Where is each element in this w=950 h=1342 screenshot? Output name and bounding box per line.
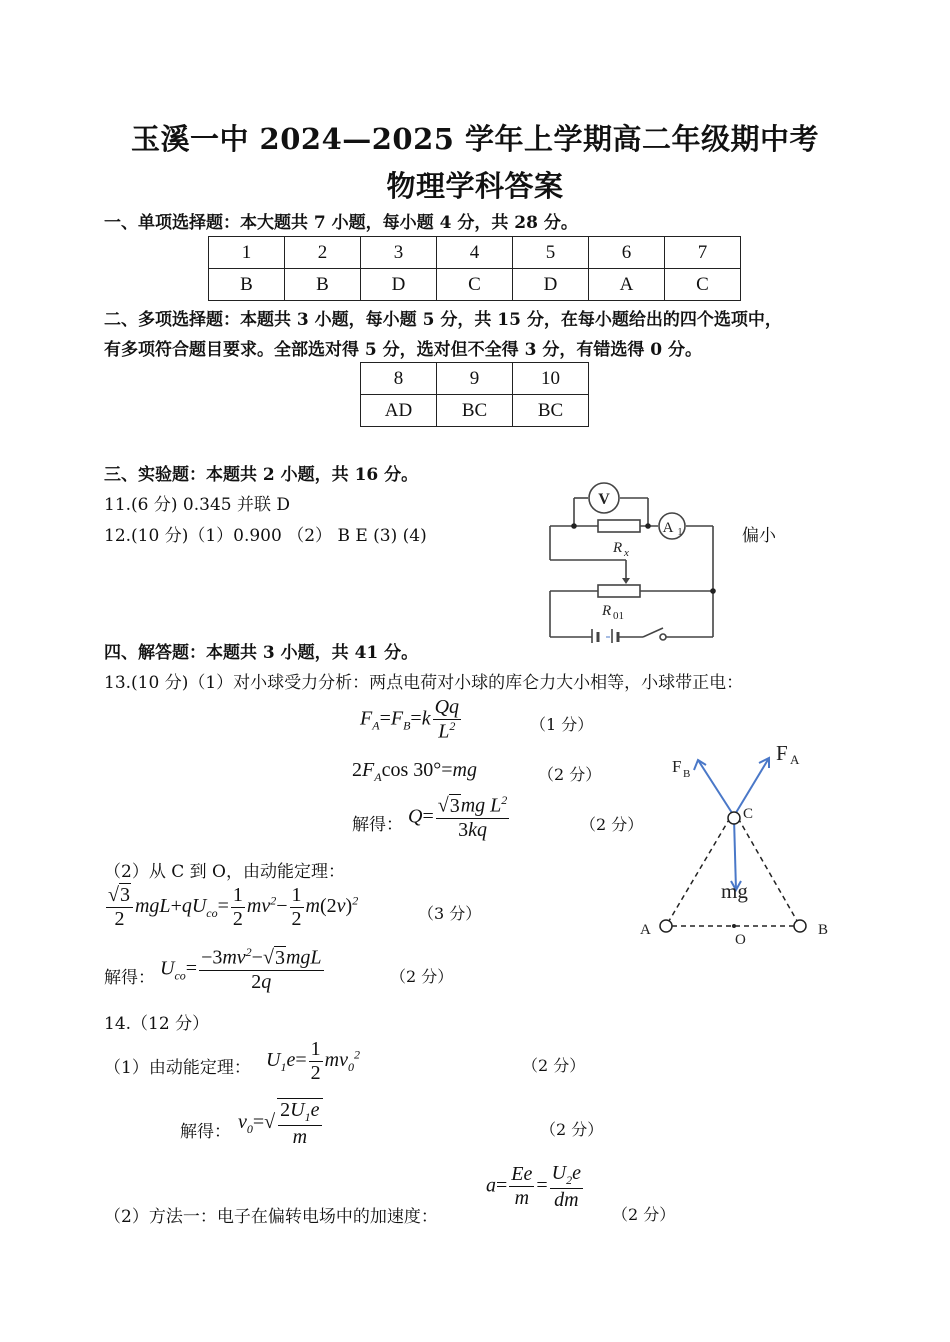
q13-points-3: （2 分） <box>580 815 644 834</box>
table-cell: D <box>361 269 437 301</box>
section2-table <box>360 362 589 427</box>
q12-tail: 偏小 <box>742 526 776 546</box>
q13-points-5: （2 分） <box>390 967 454 986</box>
q13-points-1: （1 分） <box>530 715 594 734</box>
fa-sub: A <box>790 752 800 767</box>
point-o-icon <box>732 924 736 928</box>
q14-part2: （2）方法一：电子在偏转电场中的加速度： <box>104 1207 438 1227</box>
table-cell: 4 <box>437 237 513 269</box>
q13-equation-4: $\frac{√3}{2}$ $mgL+qU_{co}=$ $\frac{1}{2}$ $mv^2-$ $\frac{1}{2}$ $m(2v)^2$ <box>108 884 359 930</box>
table-cell: 10 <box>513 363 589 395</box>
charge-c-icon <box>728 812 740 824</box>
q14-points-3: （2 分） <box>612 1205 676 1224</box>
circuit-diagram <box>540 478 725 643</box>
table-cell: B <box>209 269 285 301</box>
q12-answer: 12.(10 分)（1）0.900 （2） B E (3) (4) <box>104 526 427 546</box>
charge-b-icon <box>794 920 806 932</box>
section2-heading-line2: 有多项符合题目要求。全部选对得 5 分，选对但不全得 3 分，有错选得 0 分。 <box>104 340 702 360</box>
switch-icon <box>643 628 666 640</box>
ammeter-sub: 1 <box>677 527 683 538</box>
table-cell: 3 <box>361 237 437 269</box>
ammeter-icon <box>659 513 685 539</box>
table-row <box>361 395 589 427</box>
a-label: A <box>640 922 651 938</box>
rheostat-sub: 01 <box>613 610 624 622</box>
table-cell: 5 <box>513 237 589 269</box>
table-row <box>209 237 741 269</box>
voltmeter-icon <box>589 483 619 513</box>
q13-points-4: （3 分） <box>418 904 482 923</box>
section3-heading: 三、实验题：本题共 2 小题，共 16 分。 <box>104 465 419 485</box>
q13-solve2-label: 解得： <box>104 968 155 988</box>
section2-heading-line1: 二、多项选择题：本题共 3 小题，每小题 5 分，共 15 分，在每小题给出的四个选项中， <box>104 310 782 330</box>
junction-dots-icon <box>571 523 716 594</box>
section4-heading: 四、解答题：本题共 3 小题，共 41 分。 <box>104 643 419 663</box>
voltmeter-label: V <box>598 491 610 508</box>
table-cell: B <box>285 269 361 301</box>
table-cell: 6 <box>589 237 665 269</box>
page-subtitle: 物理学科答案 <box>386 169 564 203</box>
q13-equation-3: Q= $\frac{√3mg L^2}{3kq}$ <box>408 793 508 841</box>
force-diagram <box>628 730 848 950</box>
ammeter-label: A <box>662 520 674 536</box>
q14-heading: 14.（12 分） <box>104 1014 210 1034</box>
table-cell: 1 <box>209 237 285 269</box>
page-title: 玉溪一中 2024—2025 学年上学期高二年级期中考 <box>130 122 820 156</box>
o-label: O <box>735 932 746 948</box>
table-cell: C <box>437 269 513 301</box>
table-cell: C <box>665 269 741 301</box>
q14-solve-label: 解得： <box>180 1122 231 1142</box>
table-cell: BC <box>437 395 513 427</box>
q13-solve-label: 解得： <box>352 815 403 835</box>
fb-label: F <box>672 757 682 776</box>
q13-equation-1: $F_A=F_B=k$ $\frac{Qq}{L^2}$ <box>360 696 460 743</box>
charge-a-icon <box>660 920 672 932</box>
q14-equation-3: a= $\frac{Ee}{m}$ = $\frac{U_2e}{dm}$ <box>486 1162 581 1211</box>
c-label: C <box>743 806 754 822</box>
table-cell: 7 <box>665 237 741 269</box>
table-cell: 2 <box>285 237 361 269</box>
rheostat-icon <box>598 578 640 622</box>
mg-label: mg <box>721 879 748 903</box>
q11-answer: 11.(6 分) 0.345 并联 D <box>104 495 291 515</box>
q14-part1: （1）由动能定理： <box>104 1058 251 1078</box>
resistor-rx-label: R <box>613 540 623 556</box>
section1-heading: 一、单项选择题：本大题共 7 小题，每小题 4 分，共 28 分。 <box>104 213 578 233</box>
q13-intro: 13.(10 分)（1）对小球受力分析：两点电荷对小球的库仑力大小相等，小球带正电： <box>104 673 744 693</box>
table-cell: AD <box>361 395 437 427</box>
table-cell: D <box>513 269 589 301</box>
q13-equation-5: $U_{co}=$ $\frac{-3mv^2-√3mgL}{2q}$ <box>160 945 322 993</box>
q14-points-2: （2 分） <box>540 1120 604 1139</box>
b-label: B <box>818 922 829 938</box>
table-row <box>361 363 589 395</box>
fb-sub: B <box>683 768 691 780</box>
battery-icon <box>592 629 618 643</box>
resistor-rx-icon <box>598 520 640 559</box>
q14-points-1: （2 分） <box>522 1056 586 1075</box>
section1-table <box>208 236 741 301</box>
fa-label: F <box>776 741 788 765</box>
q14-equation-1: $U_1e=$ $\frac{1}{2}$ $mv_0^2$ <box>266 1038 360 1084</box>
table-cell: BC <box>513 395 589 427</box>
q13-equation-2: $2F_A\cos$ 30°=mg <box>352 759 477 784</box>
table-row <box>209 269 741 301</box>
table-cell: A <box>589 269 665 301</box>
q14-equation-2: $v_0=√$ $\frac{2U_1e}{m}$ <box>238 1098 325 1149</box>
table-cell: 9 <box>437 363 513 395</box>
rheostat-label: R <box>602 603 612 619</box>
table-cell: 8 <box>361 363 437 395</box>
q13-part2: （2）从 C 到 O，由动能定理： <box>104 862 345 882</box>
q13-points-2: （2 分） <box>538 765 602 784</box>
resistor-rx-sub: x <box>624 547 629 559</box>
